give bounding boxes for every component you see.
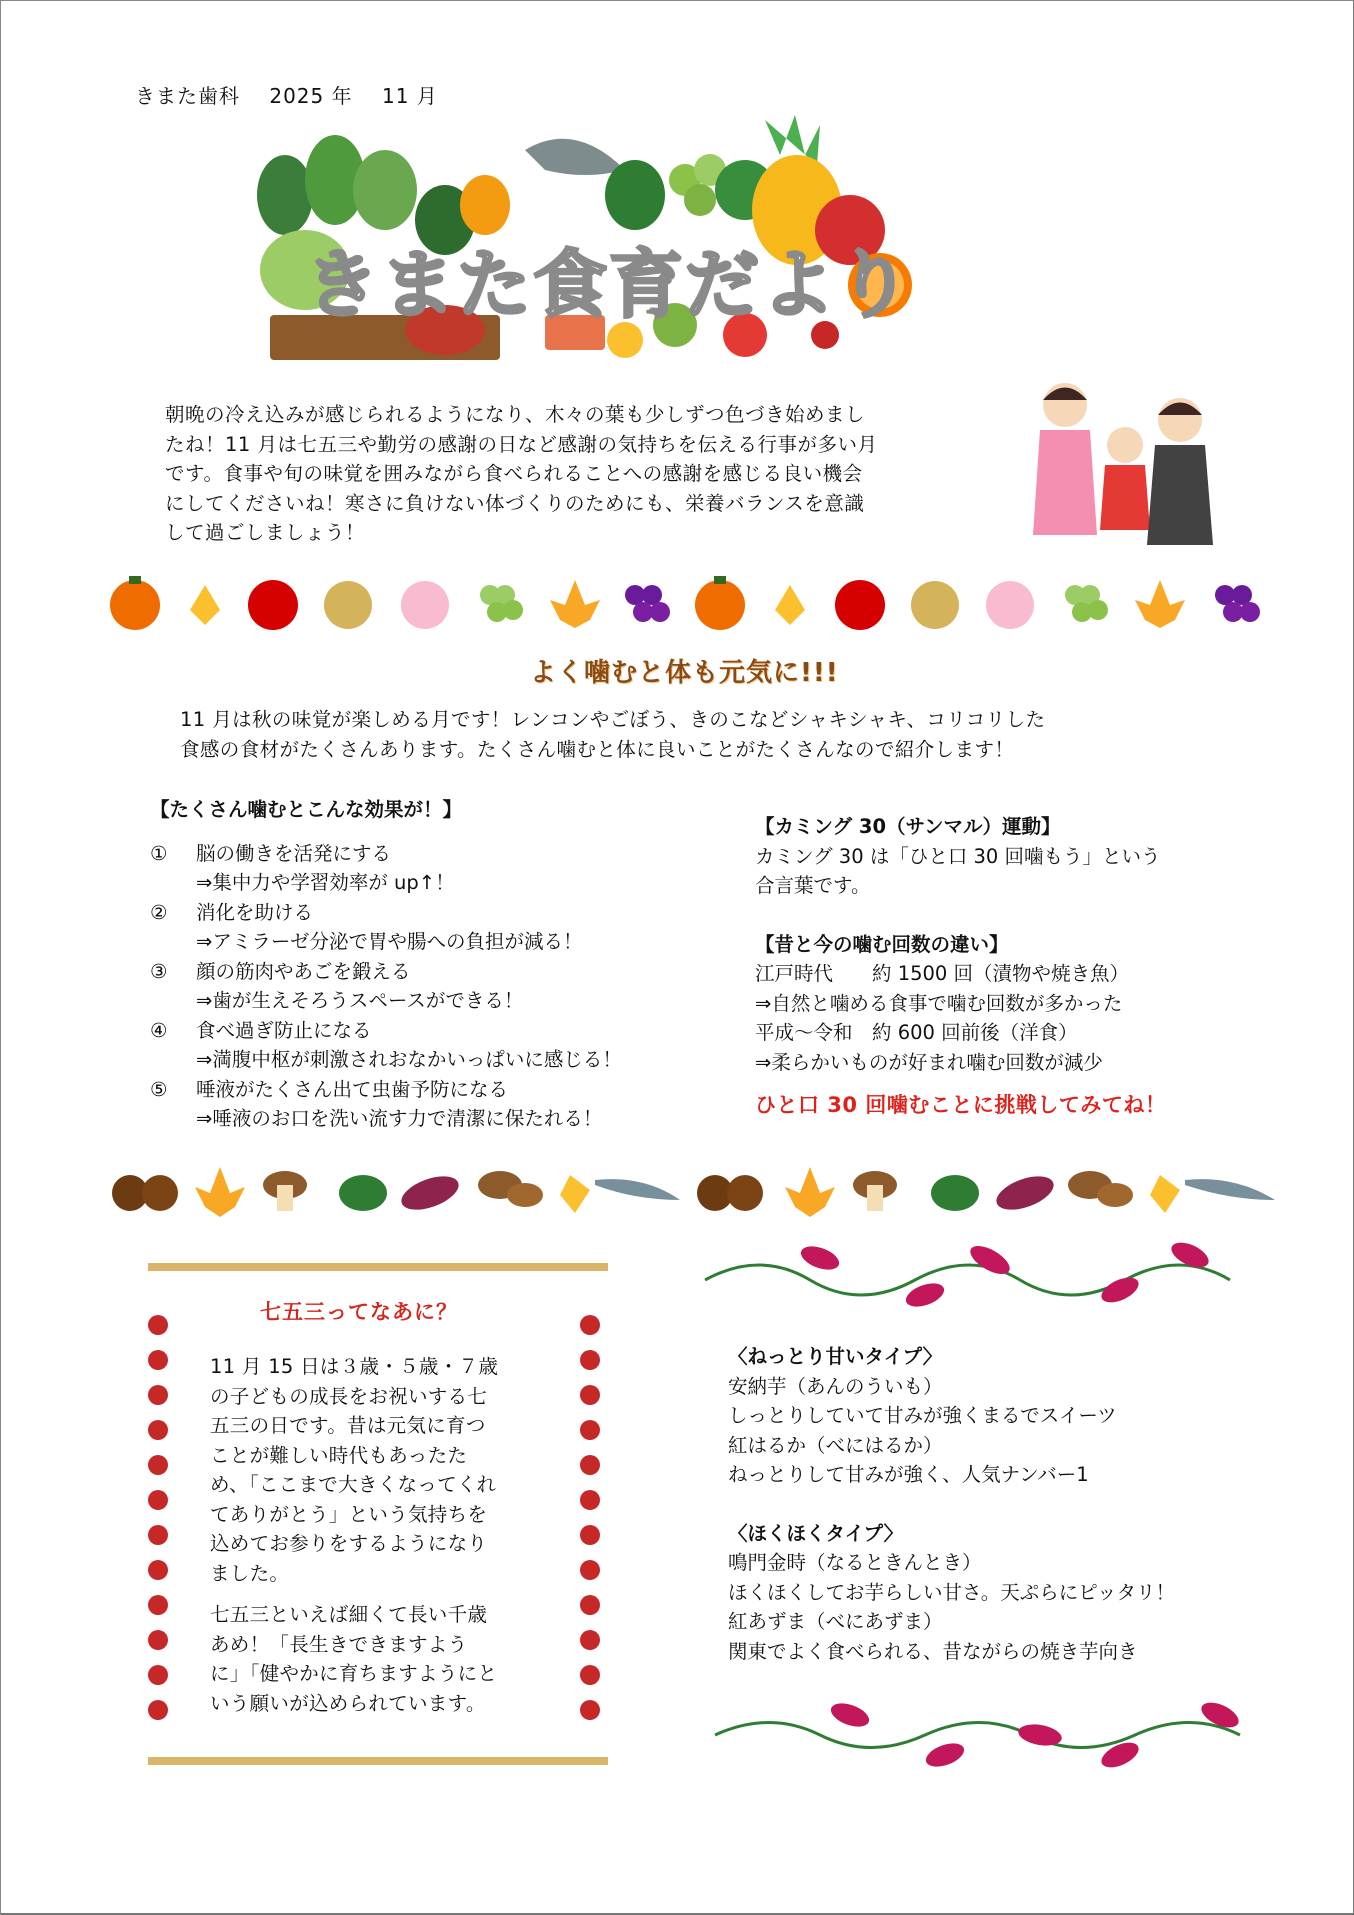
potato-line: 紅はるか（べにはるか） (728, 1433, 943, 1457)
text-line: の子どもの成長をお祝いする七 (210, 1384, 488, 1408)
intro-line: です。食事や旬の味覚を囲みながら食べられることへの感謝を感じる良い機会 (165, 462, 863, 485)
intro-paragraph (165, 400, 1005, 548)
text-line: ことが難しい時代もあったた (210, 1443, 468, 1467)
intro-line: たね！11 月は七五三や勤労の感謝の日など感謝の気持ちを伝える行事が多い月 (165, 432, 878, 456)
intro-line: して過ごしましょう！ (165, 521, 366, 544)
grape-shape (684, 184, 716, 216)
ginkgo-leaf-icon (775, 585, 805, 625)
maple-leaf-icon (1135, 580, 1185, 628)
grapes-icon (1215, 585, 1260, 622)
camming-line: 合言葉です。 (755, 874, 871, 897)
shichigosan-para-2 (210, 1600, 545, 1718)
banner-illustration (245, 110, 1105, 370)
effect-detail: ⇒集中力や学習効率が up↑！ (196, 871, 455, 894)
sweet-potato-icon (397, 1170, 463, 1217)
ginkgo-leaf-icon (190, 585, 220, 625)
child-kimono (1100, 465, 1150, 530)
girl-kimono (1033, 430, 1097, 535)
sanma-fish-icon (1185, 1179, 1275, 1200)
apple-icon (835, 580, 885, 630)
mushroom-icon (263, 1171, 307, 1211)
intro-line: にしてくださいね！寒さに負けない体づくりのためにも、栄養バランスを意識 (165, 491, 865, 515)
fish-shape (525, 139, 625, 175)
grapes-icon (480, 585, 523, 622)
effect-detail: ⇒歯が生えそろうスペースができる！ (196, 989, 524, 1012)
text-line: てありがとう」という気持ちを (210, 1502, 488, 1526)
peach-icon (986, 581, 1034, 629)
maple-leaf-icon (785, 1167, 835, 1217)
chew-section-title: よく噛むと体も元気に!!! (530, 658, 839, 688)
sweet-potato-vine-top (700, 1240, 1260, 1310)
intro-line: 朝晩の冷え込みが感じられるようになり、木々の葉も少しずつ色づき始めまし (165, 403, 866, 426)
effect-item (150, 1075, 710, 1134)
leaf-shape (257, 155, 313, 235)
type2-heading: 〈ほくほくタイプ〉 (728, 1521, 904, 1545)
banner-title: きまた食育だより (305, 242, 913, 328)
shichigosan-body (210, 1352, 545, 1730)
lead-line: 11 月は秋の味覚が楽しめる月です！レンコンやごぼう、きのこなどシャキシャキ、コリコリした (180, 708, 1046, 731)
text-line: いう願いが込められています。 (210, 1691, 486, 1715)
maple-leaf-icon (195, 1167, 245, 1217)
effect-title: 唾液がたくさん出て虫歯予防になる (196, 1077, 509, 1101)
peach-icon (401, 581, 449, 629)
effect-number: ① (150, 841, 168, 865)
potato-line: 紅あずま（べにあずま） (728, 1610, 943, 1633)
text-line: 五三の日です。昔は元気に育つ (210, 1414, 486, 1437)
sanma-fish-icon (595, 1179, 680, 1200)
text-line: 七五三といえば細くて長い千歳 (210, 1603, 488, 1626)
rope-bottom (148, 1757, 608, 1765)
compare-line: 平成～令和 約 600 回前後（洋食） (755, 1021, 1078, 1044)
chestnut-icon (112, 1175, 178, 1211)
text-line: に」「健やかに育ちますようにと (210, 1662, 498, 1685)
text-line: あめ！「長生きできますよう (210, 1632, 468, 1656)
grapes-icon (625, 585, 670, 622)
effect-number: ⑤ (150, 1077, 168, 1101)
challenge-text: ひと口 30 回噛むことに挑戦してみてね！ (755, 1093, 1167, 1117)
grapes-icon (1065, 585, 1108, 622)
potato-line: 関東でよく食べられる、昔ながらの焼き芋向き (728, 1639, 1138, 1663)
effect-title: 消化を助ける (196, 900, 314, 924)
lead-line: 食感の食材がたくさんあります。たくさん噛むと体に良いことがたくさんなので紹介します！ (180, 738, 1015, 761)
green-pepper-icon (931, 1175, 979, 1211)
text-line: 込めてお参りをするようになり (210, 1532, 488, 1555)
effect-item (150, 1016, 710, 1075)
effects-column (150, 795, 710, 1134)
persimmon-icon (695, 576, 745, 630)
effect-title: 脳の働きを活発にする (196, 841, 392, 865)
sweet-potato-vine-bottom (710, 1700, 1270, 1775)
effect-detail: ⇒アミラーゼ分泌で胃や腸への負担が減る！ (196, 930, 583, 953)
shichigosan-title: 七五三ってなあに？ (260, 1300, 458, 1324)
clinic-name: きまた歯科 (135, 84, 240, 108)
potato-line: 安納芋（あんのういも） (728, 1374, 943, 1398)
ginkgo-leaf-icon (560, 1175, 590, 1213)
compare-line: ⇒柔らかいものが好まれ噛む回数が減少 (755, 1050, 1103, 1074)
effect-item (150, 898, 710, 957)
potato-line: ねっとりして甘みが強く、人気ナンバー1 (728, 1463, 1089, 1486)
camming-heading: 【カミング 30（サンマル）運動】 (755, 815, 1061, 838)
mushroom-icon (1068, 1171, 1133, 1207)
camming-line: カミング 30 は「ひと口 30 回噛もう」という (755, 844, 1161, 868)
shichigosan-children-illustration (1025, 375, 1220, 555)
effect-number: ④ (150, 1018, 168, 1042)
boy-hakama (1147, 445, 1213, 545)
effect-title: 食べ過ぎ防止になる (196, 1018, 372, 1042)
camming-column (755, 812, 1275, 1121)
apple-icon (248, 580, 298, 630)
compare-line: ⇒自然と噛める食事で噛む回数が多かった (755, 991, 1123, 1015)
effect-detail: ⇒唾液のお口を洗い流す力で清潔に保たれる！ (196, 1107, 603, 1130)
squash-shape (460, 175, 510, 235)
effect-item (150, 839, 710, 898)
sweet-potato-icon (992, 1170, 1058, 1217)
persimmon-icon (110, 576, 160, 630)
green-pepper-icon (339, 1175, 387, 1211)
header-line (135, 80, 438, 109)
compare-line: 江戸時代 約 1500 回（漬物や焼き魚） (755, 962, 1130, 985)
shichigosan-para-1 (210, 1352, 545, 1588)
chestnut-icon (697, 1175, 763, 1211)
leaf-shape (353, 150, 417, 230)
potato-line: 鳴門金時（なるときんとき） (728, 1551, 982, 1574)
header-month: 11 月 (381, 84, 438, 108)
mushroom-icon (478, 1171, 543, 1207)
text-line: ました。 (210, 1561, 290, 1585)
header-year: 2025 年 (269, 84, 353, 108)
effect-detail: ⇒満腹中枢が刺激されおなかいっぱいに感じる！ (196, 1048, 622, 1071)
type1-heading: 〈ねっとり甘いタイプ〉 (728, 1345, 943, 1368)
fruit-divider (105, 570, 1275, 635)
sweet-potato-column (728, 1342, 1288, 1666)
effect-item (150, 957, 710, 1016)
flower-column-left (148, 1315, 168, 1720)
autumn-divider (105, 1155, 1285, 1225)
maple-leaf-icon (550, 580, 600, 628)
pear-icon (911, 581, 959, 629)
spinach-shape (605, 160, 665, 230)
effects-heading: 【たくさん噛むとこんな効果が！】 (150, 798, 463, 821)
ginkgo-leaf-icon (1150, 1175, 1180, 1213)
chew-lead-paragraph (180, 705, 1180, 765)
effect-number: ③ (150, 959, 168, 983)
child-face (1107, 427, 1143, 463)
mushroom-icon (853, 1171, 897, 1211)
effect-number: ② (150, 900, 168, 924)
rope-top (148, 1263, 608, 1271)
flower-column-right (580, 1315, 600, 1720)
text-line: め、「ここまで大きくなってくれ (210, 1473, 497, 1496)
potato-line: しっとりしていて甘みが強くまるでスイーツ (728, 1404, 1117, 1427)
pear-icon (324, 581, 372, 629)
potato-line: ほくほくしてお芋らしい甘さ。天ぷらにピッタリ！ (728, 1580, 1175, 1604)
effect-title: 顔の筋肉やあごを鍛える (196, 959, 411, 983)
compare-heading: 【昔と今の噛む回数の違い】 (755, 932, 1009, 956)
text-line: 11 月 15 日は３歳・５歳・７歳 (210, 1355, 499, 1378)
